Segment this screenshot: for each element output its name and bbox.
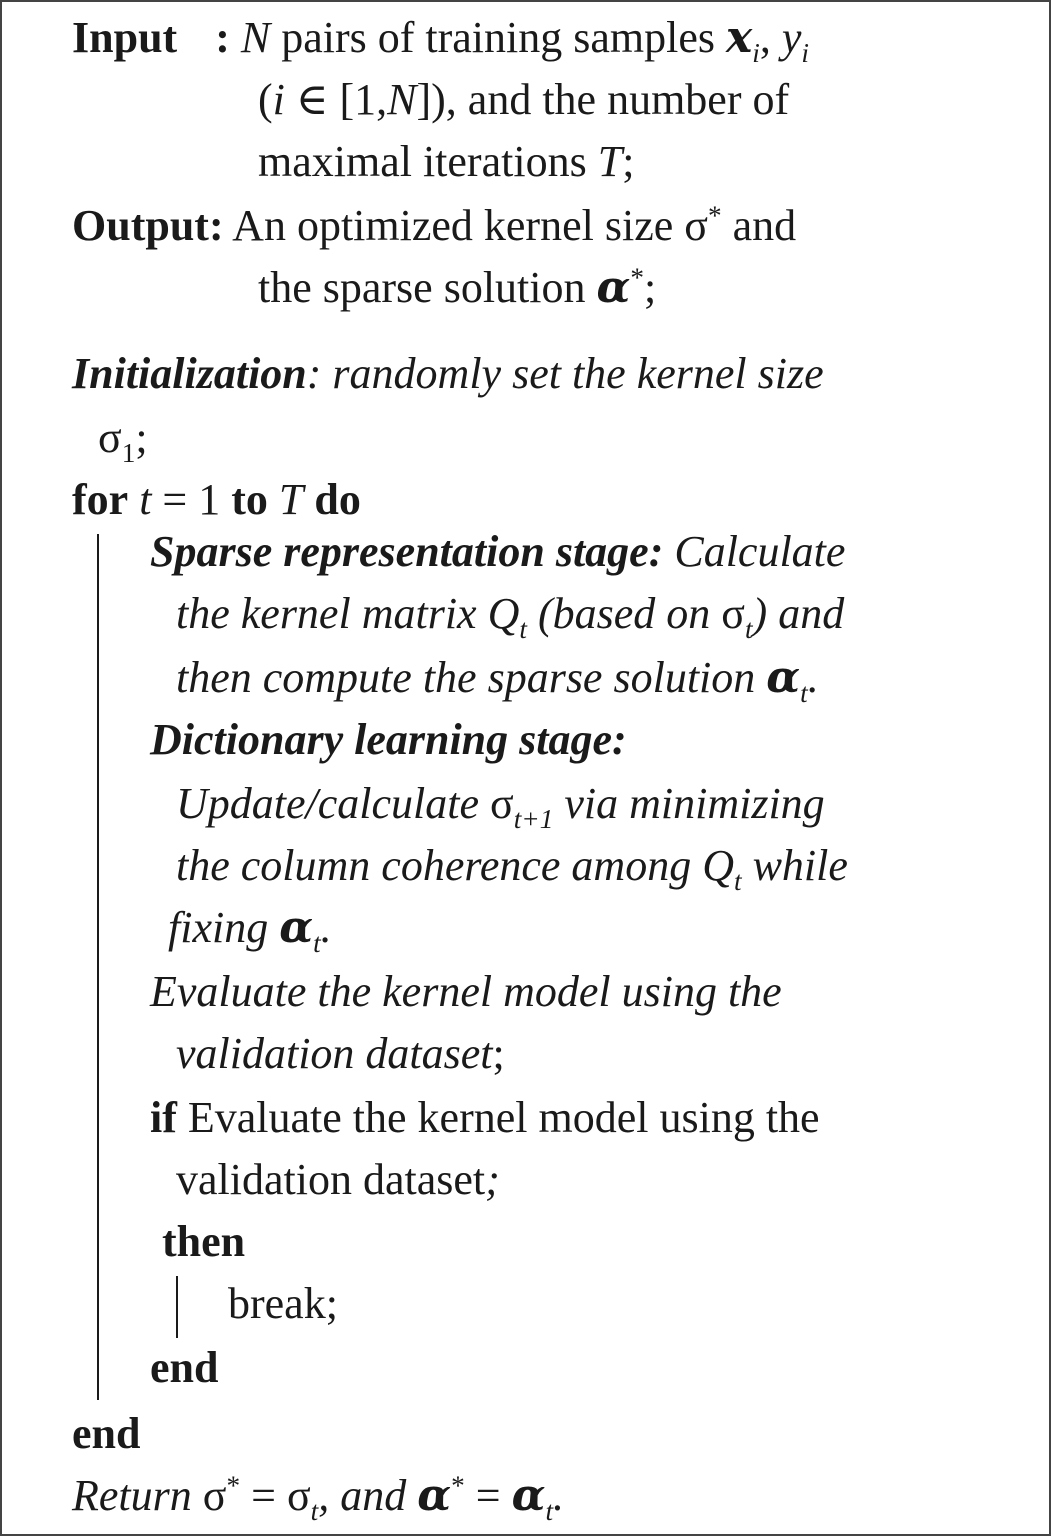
sparse-line-2 <box>176 588 845 644</box>
input-x: x <box>726 12 753 63</box>
dict-Q: Q <box>702 841 734 890</box>
input-y: y <box>781 13 802 62</box>
dict-line2-via: via minimizing <box>564 779 825 828</box>
return-alpha-t: α <box>511 1470 546 1521</box>
input-label: Input <box>72 13 178 62</box>
return-alpha-t-sub: t <box>545 1495 554 1526</box>
init-line-2 <box>98 412 148 468</box>
input-line2-i: i <box>272 75 285 124</box>
sparse-line-1 <box>150 526 845 578</box>
sparse-based-on: (based on <box>537 589 711 638</box>
return-and: , and <box>318 1471 407 1520</box>
for-keyword: for <box>72 475 129 524</box>
output-sigma-star: * <box>707 200 722 231</box>
output-line2-end: ; <box>644 263 657 312</box>
input-line2-open: ( <box>258 75 273 124</box>
sparse-line2-text: the kernel matrix <box>176 589 477 638</box>
init-end: ; <box>135 413 148 462</box>
return-alpha: α <box>417 1470 452 1521</box>
end-for-line <box>72 1408 140 1460</box>
output-alpha-star: * <box>630 262 645 293</box>
if-keyword: if <box>150 1093 177 1142</box>
for-line <box>72 474 361 526</box>
dict-label: Dictionary learning stage: <box>150 715 627 764</box>
input-line3-text: maximal iterations <box>258 137 587 186</box>
dict-line-3 <box>176 840 848 896</box>
return-sigma: σ <box>202 1471 227 1520</box>
input-line-3 <box>258 136 634 188</box>
sparse-line3-text: then compute the sparse solution <box>176 653 756 702</box>
init-text: : randomly set the kernel size <box>306 349 824 398</box>
dict-line4-end: . <box>320 903 332 952</box>
if-line2-end: ; <box>485 1155 500 1204</box>
return-sigma-t-sub: t <box>310 1495 319 1526</box>
output-line2-text: the sparse solution <box>258 263 586 312</box>
return-line <box>72 1470 565 1526</box>
for-to-keyword: to <box>231 475 268 524</box>
input-line3-T: T <box>597 137 623 186</box>
input-y-sub: i <box>801 37 809 68</box>
output-alpha: α <box>596 262 631 313</box>
dict-line-4 <box>168 902 332 958</box>
dict-alpha-sub: t <box>313 927 321 958</box>
dict-line-2 <box>176 778 825 834</box>
if-block-bar <box>176 1276 178 1338</box>
output-label: Output: <box>72 201 224 250</box>
init-label: Initialization <box>72 349 307 398</box>
return-eq-2: = <box>464 1471 512 1520</box>
input-line-1 <box>72 12 809 68</box>
if-line-1 <box>150 1092 820 1144</box>
input-comma: , <box>759 13 771 62</box>
input-line-2 <box>258 74 789 126</box>
input-line3-end: ; <box>622 137 635 186</box>
output-line-1 <box>72 200 796 252</box>
dict-Q-sub: t <box>733 865 742 896</box>
dict-line-1 <box>150 714 627 766</box>
for-do-keyword: do <box>314 475 361 524</box>
input-line2-N: N <box>387 75 417 124</box>
output-line1-and: and <box>732 201 797 250</box>
return-sigma-star: * <box>226 1470 241 1501</box>
return-alpha-star: * <box>451 1470 465 1501</box>
sparse-Q-sub: t <box>519 613 527 644</box>
sparse-text-1: Calculate <box>674 527 846 576</box>
dict-sigma: σ <box>490 779 514 828</box>
sparse-label: Sparse representation stage: <box>150 527 664 576</box>
then-line <box>162 1216 245 1268</box>
sparse-line3-end: . <box>807 653 819 702</box>
end-if-line <box>150 1342 218 1394</box>
eval-line-1 <box>150 966 782 1018</box>
return-eq: = <box>240 1471 287 1520</box>
then-keyword: then <box>162 1217 246 1266</box>
for-eq: = 1 <box>151 475 232 524</box>
sparse-sigma: σ <box>721 589 745 638</box>
input-line2-in: ∈ [1, <box>284 75 388 124</box>
dict-line3-while: while <box>752 841 848 890</box>
return-sigma-t: σ <box>286 1471 311 1520</box>
eval-line2-text: validation dataset <box>176 1029 493 1078</box>
break-text: break; <box>228 1279 338 1328</box>
output-sigma: σ <box>684 201 708 250</box>
eval-line2-end: ; <box>492 1029 505 1078</box>
output-line-2 <box>258 262 656 314</box>
dict-line2-text: Update/calculate <box>176 779 480 828</box>
return-label: Return <box>72 1471 192 1520</box>
output-line1-text: An optimized kernel size <box>232 201 674 250</box>
init-sigma-sub: 1 <box>121 437 136 468</box>
sparse-alpha: α <box>766 652 801 703</box>
init-line-1 <box>72 348 824 400</box>
if-line1-text: Evaluate the kernel model using the <box>187 1093 820 1142</box>
sparse-sigma-sub: t <box>744 613 753 644</box>
return-end: . <box>553 1471 565 1520</box>
if-line2-text: validation dataset <box>176 1155 486 1204</box>
input-line1-text: pairs of training samples <box>281 13 715 62</box>
dict-line3-text: the column coherence among <box>176 841 692 890</box>
input-line2-close: ]), and the number of <box>416 75 790 124</box>
for-T: T <box>278 475 304 524</box>
sparse-alpha-sub: t <box>800 677 808 708</box>
dict-sigma-sub: t+1 <box>513 803 554 834</box>
input-x-sub: i <box>752 37 760 68</box>
dict-alpha: α <box>279 902 314 953</box>
end-if-keyword: end <box>150 1343 219 1392</box>
sparse-line2-and: ) and <box>752 589 845 638</box>
for-block-bar <box>97 534 99 1400</box>
sparse-Q: Q <box>487 589 520 638</box>
for-t: t <box>139 475 152 524</box>
end-for-keyword: end <box>72 1409 141 1458</box>
sparse-line-3 <box>176 652 819 708</box>
dict-line4-text: fixing <box>168 903 269 952</box>
input-colon: : <box>215 13 230 62</box>
eval-line1-text: Evaluate the kernel model using the <box>150 967 782 1016</box>
if-line-2 <box>176 1154 500 1206</box>
init-sigma: σ <box>98 413 122 462</box>
break-line <box>228 1278 338 1330</box>
input-N: N <box>240 13 271 62</box>
eval-line-2 <box>176 1028 505 1080</box>
